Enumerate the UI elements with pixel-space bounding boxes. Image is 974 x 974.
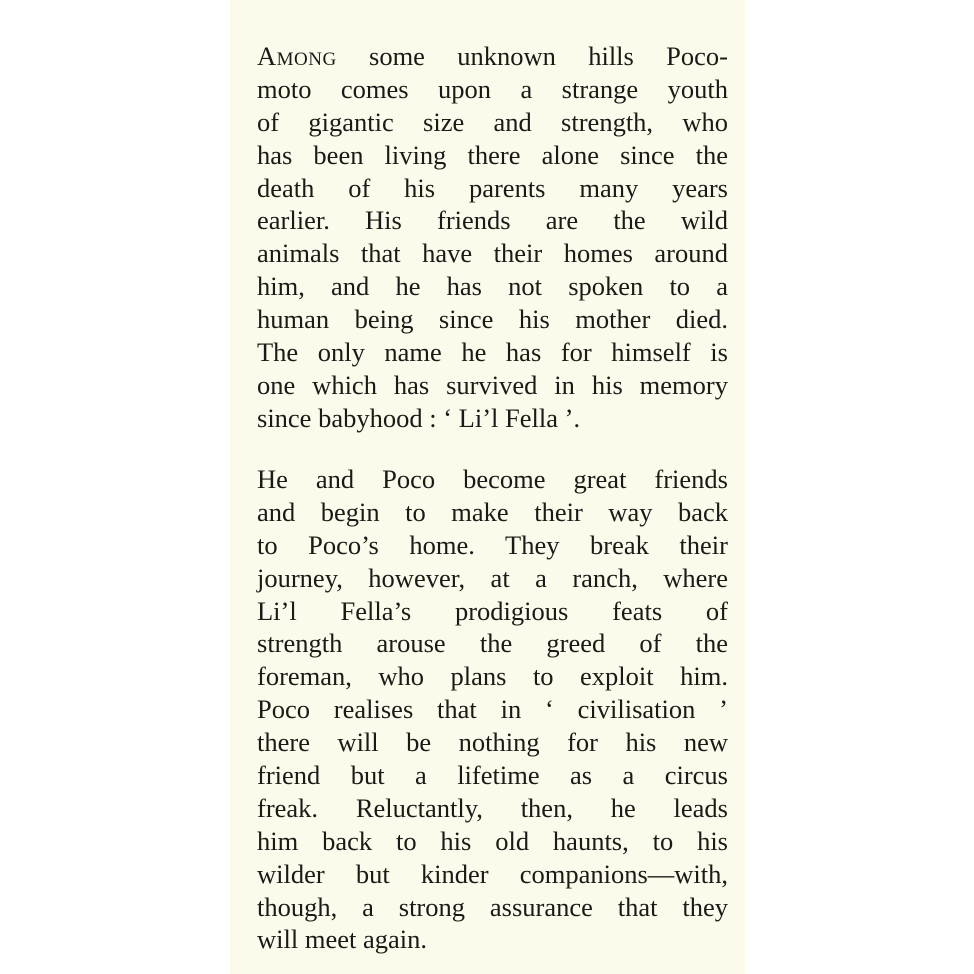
text-line: to Poco’s home. They break their: [257, 529, 728, 560]
text-line: strength arouse the greed of the: [257, 628, 728, 659]
text-line: death of his parents many years: [257, 172, 728, 203]
paragraph-2: [257, 463, 728, 956]
text-line: and begin to make their way back: [257, 496, 728, 527]
text-line: Among some unknown hills Poco-: [257, 41, 728, 71]
text-line: journey, however, at a ranch, where: [257, 562, 728, 593]
text-line: him, and he has not spoken to a: [257, 271, 728, 302]
lead-smallcaps: Among: [257, 41, 337, 71]
text-line: earlier. His friends are the wild: [257, 205, 728, 236]
text-line: He and Poco become great friends: [257, 464, 728, 494]
text-line: one which has survived in his memory: [257, 369, 728, 400]
text-line: Li’l Fella’s prodigious feats of: [257, 595, 728, 626]
text-line: wilder but kinder companions—with,: [257, 858, 728, 889]
text-line: Poco realises that in ‘ civilisation ’: [257, 694, 728, 725]
text-line: will meet again.: [257, 924, 427, 955]
text-line: though, a strong assurance that they: [257, 891, 728, 922]
text-line: him back to his old haunts, to his: [257, 825, 728, 856]
text-line: since babyhood : ‘ Li’l Fella ’.: [257, 402, 581, 433]
text-line: The only name he has for himself is: [257, 337, 728, 368]
text-line: of gigantic size and strength, who: [257, 106, 728, 137]
text-line: freak. Reluctantly, then, he leads: [257, 792, 728, 823]
text-line: there will be nothing for his new: [257, 727, 728, 758]
text-line: friend but a lifetime as a circus: [257, 760, 728, 791]
book-page: [230, 0, 745, 974]
text-line: animals that have their homes around: [257, 238, 728, 269]
text-line: human being since his mother died.: [257, 304, 728, 335]
paragraph-1: [257, 40, 728, 435]
text-line: foreman, who plans to exploit him.: [257, 661, 728, 692]
text-line: moto comes upon a strange youth: [257, 73, 728, 104]
blurb-text: [257, 0, 728, 974]
text-line: has been living there alone since the: [257, 139, 728, 170]
